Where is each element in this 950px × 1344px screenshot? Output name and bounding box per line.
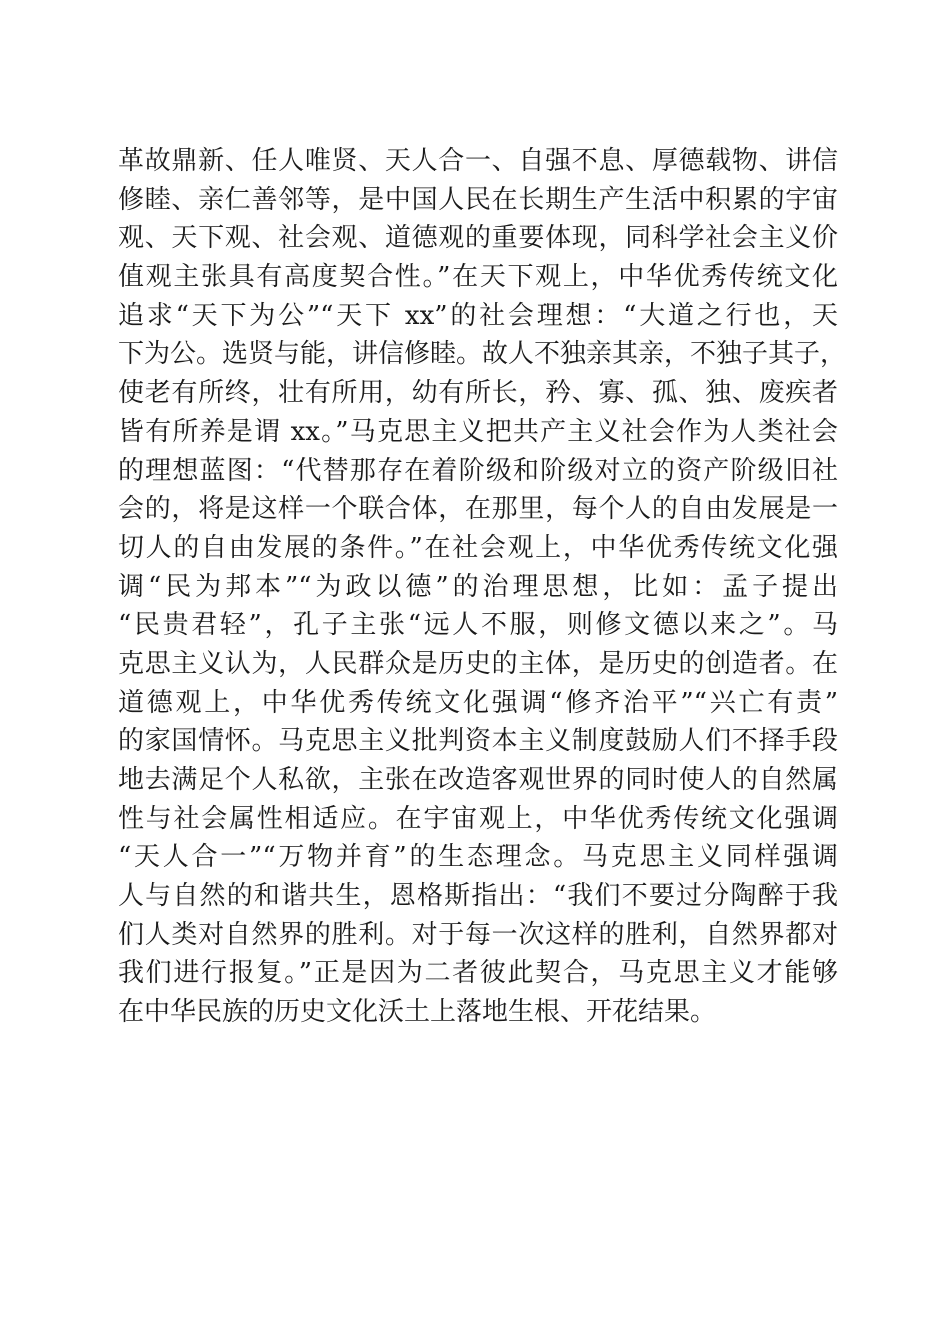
paragraph-line: 的家国情怀。马克思主义批判资本主义制度鼓励人们不择手段 <box>118 726 838 757</box>
paragraph-line: 调“民为邦本”“为政以德”的治理思想，比如：孟子提出 <box>118 571 838 602</box>
paragraph-line: 们人类对自然界的胜利。对于每一次这样的胜利，自然界都对 <box>118 919 838 950</box>
paragraph-line: 性与社会属性相适应。在宇宙观上，中华优秀传统文化强调 <box>118 803 838 834</box>
paragraph-line: 修睦、亲仁善邻等，是中国人民在长期生产生活中积累的宇宙 <box>118 184 838 215</box>
body-paragraph <box>118 142 847 1032</box>
paragraph-line: “民贵君轻”，孔子主张“远人不服，则修文德以来之”。马 <box>118 610 838 641</box>
paragraph-line: 我们进行报复。”正是因为二者彼此契合，马克思主义才能够 <box>118 958 838 989</box>
paragraph-line: 切人的自由发展的条件。”在社会观上，中华优秀传统文化强 <box>118 532 838 563</box>
paragraph-line: 皆有所养是谓 xx。”马克思主义把共产主义社会作为人类社会 <box>118 416 838 447</box>
paragraph-line: 革故鼎新、任人唯贤、天人合一、自强不息、厚德载物、讲信 <box>118 146 838 176</box>
paragraph-line: 道德观上，中华优秀传统文化强调“修齐治平”“兴亡有责” <box>118 687 838 718</box>
paragraph-line: 地去满足个人私欲，主张在改造客观世界的同时使人的自然属 <box>118 765 838 795</box>
paragraph-line: 会的，将是这样一个联合体，在那里，每个人的自由发展是一 <box>118 494 838 525</box>
paragraph-line: 在中华民族的历史文化沃土上落地生根、开花结果。 <box>118 997 717 1028</box>
paragraph-line: 观、天下观、社会观、道德观的重要体现，同科学社会主义价 <box>118 223 838 254</box>
paragraph-line: 使老有所终，壮有所用，幼有所长，矜、寡、孤、独、废疾者 <box>118 378 838 409</box>
paragraph-line: 值观主张具有高度契合性。”在天下观上，中华优秀传统文化 <box>118 262 838 293</box>
paragraph-line: “天人合一”“万物并育”的生态理念。马克思主义同样强调 <box>118 842 838 873</box>
paragraph-line: 人与自然的和谐共生，恩格斯指出：“我们不要过分陶醉于我 <box>118 881 838 912</box>
paragraph-line: 追求“天下为公”“天下 xx”的社会理想：“大道之行也，天 <box>118 300 838 331</box>
paragraph-line: 的理想蓝图：“代替那存在着阶级和阶级对立的资产阶级旧社 <box>118 455 838 486</box>
paragraph-line: 下为公。选贤与能，讲信修睦。故人不独亲其亲，不独子其子， <box>118 339 847 370</box>
paragraph-line: 克思主义认为，人民群众是历史的主体，是历史的创造者。在 <box>118 648 838 679</box>
